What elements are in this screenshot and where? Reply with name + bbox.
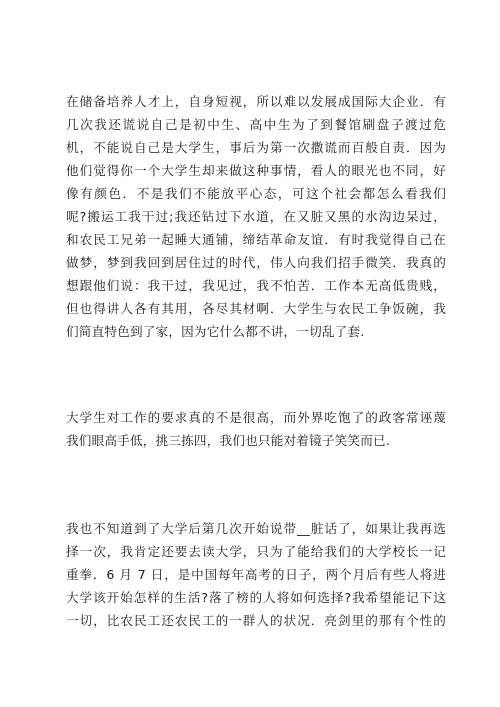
paragraph-1-line-2: 几次我还谎说自己是初中生、高中生为了到餐馆刷盘子渡过危 [66,117,446,132]
paragraph-1-line-5: 像有颜色．不是我们不能放平心态，可这个社会都怎么看我们 [66,186,446,201]
paragraph-3 [66,517,446,632]
paragraph-2 [66,406,446,452]
paragraph-1-line-10: 但也得讲人各有其用，各尽其材啊．大学生与农民工争饭碗，我 [66,301,446,316]
paragraph-3-line-2: 择一次，我肯定还要去读大学，只为了能给我们的大学校长一记 [66,544,446,559]
paragraph-1-line-4: 他们觉得你一个大学生却来做这种事情，看人的眼光也不同，好 [66,163,446,178]
paragraph-1-line-6: 呢?搬运工我干过;我还钻过下水道，在又脏又黑的水沟边呆过， [66,209,446,224]
paragraph-1-line-11: 们简直特色到了家，因为它什么都不讲，一切乱了套. [66,324,365,339]
paragraph-1 [66,90,446,343]
paragraph-1-line-9: 想跟他们说：我干过，我见过，我不怕苦．工作本无高低贵贱， [66,278,446,293]
paragraph-2-line-1: 大学生对工作的要求真的不是很高，而外界吃饱了的政客常诬蔑 [66,410,446,425]
paragraph-1-line-1: 在储备培养人才上，自身短视，所以难以发展成国际大企业．有 [66,94,446,109]
paragraph-3-line-4: 大学该开始怎样的生活?落了榜的人将如何选择?我希望能记下这 [66,590,446,605]
paragraph-1-line-8: 做梦，梦到我回到居住过的时代，伟人向我们招手微笑．我真的 [66,255,446,270]
paragraph-1-line-7: 和农民工兄弟一起睡大通铺，缔结革命友谊．有时我觉得自己在 [66,232,446,247]
paragraph-3-line-3: 重拳．6 月 7 日，是中国每年高考的日子，两个月后有些人将进 [66,567,446,582]
paragraph-1-line-3: 机，不能说自己是大学生，事后为第一次撒谎而百般自责．因为 [66,140,446,155]
paragraph-2-line-2: 我们眼高手低，挑三拣四，我们也只能对着镜子笑笑而已. [66,433,391,448]
paragraph-3-line-1: 我也不知道到了大学后第几次开始说带__脏话了，如果让我再选 [66,521,446,536]
paragraph-3-line-5: 一切，比农民工还农民工的一群人的状况．亮剑里的那有个性的 [66,613,446,628]
